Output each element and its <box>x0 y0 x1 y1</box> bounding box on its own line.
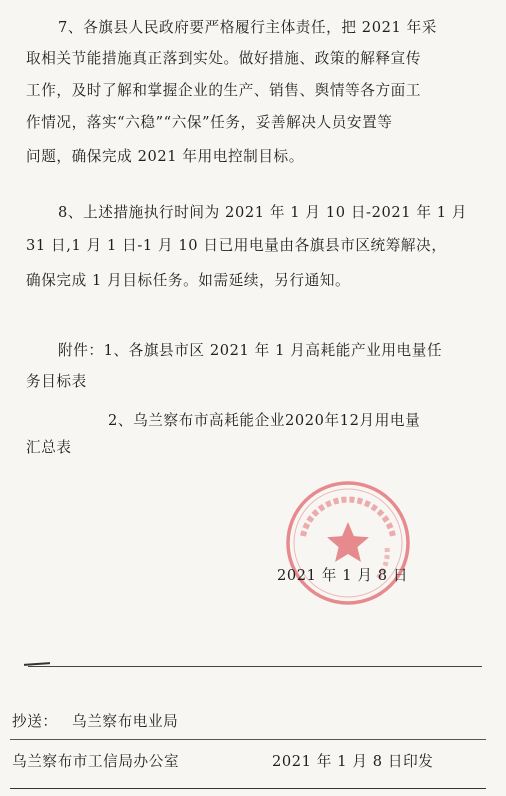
cc-recipient: 乌兰察布电业局 <box>72 713 179 730</box>
body-line-6: 8、上述措施执行时间为 2021 年 1 月 10 日-2021 年 1 月 <box>58 204 468 221</box>
body-line-7: 31 日,1 月 1 日-1 月 10 日已用电量由各旗县市区统筹解决， <box>26 237 447 254</box>
attachment-line-4: 汇总表 <box>26 439 72 456</box>
body-line-3: 工作，及时了解和掌握企业的生产、销售、舆情等各方面工 <box>26 82 422 99</box>
body-line-8: 确保完成 1 月目标任务。如需延续，另行通知。 <box>26 272 351 289</box>
attachment-line-2: 务目标表 <box>26 373 87 390</box>
footer-bottom-rule <box>10 788 486 789</box>
body-line-2: 取相关节能措施真正落到实处。做好措施、政策的解释宣传 <box>26 50 422 67</box>
body-line-1: 7、各旗县人民政府要严格履行主体责任，把 2021 年采 <box>58 19 437 36</box>
issuing-office: 乌兰察布市工信局办公室 <box>12 753 180 770</box>
body-line-4: 作情况，落实“六稳”“六保”任务，妥善解决人员安置等 <box>26 114 393 131</box>
footer-middle-rule <box>10 739 486 740</box>
print-date: 2021 年 1 月 8 日印发 <box>272 753 434 770</box>
footer-top-rule <box>28 666 482 667</box>
attachment-line-3: 2、乌兰察布市高耗能企业2020年12月用电量 <box>108 412 421 429</box>
body-line-5: 问题，确保完成 2021 年用电控制目标。 <box>26 148 304 165</box>
signature-date: 2021 年 1 月 8 日 <box>277 567 409 584</box>
official-seal-stamp <box>283 478 413 608</box>
cc-label: 抄送： <box>12 713 58 730</box>
attachment-line-1: 附件：1、各旗县市区 2021 年 1 月高耗能产业用电量任 <box>58 342 443 359</box>
